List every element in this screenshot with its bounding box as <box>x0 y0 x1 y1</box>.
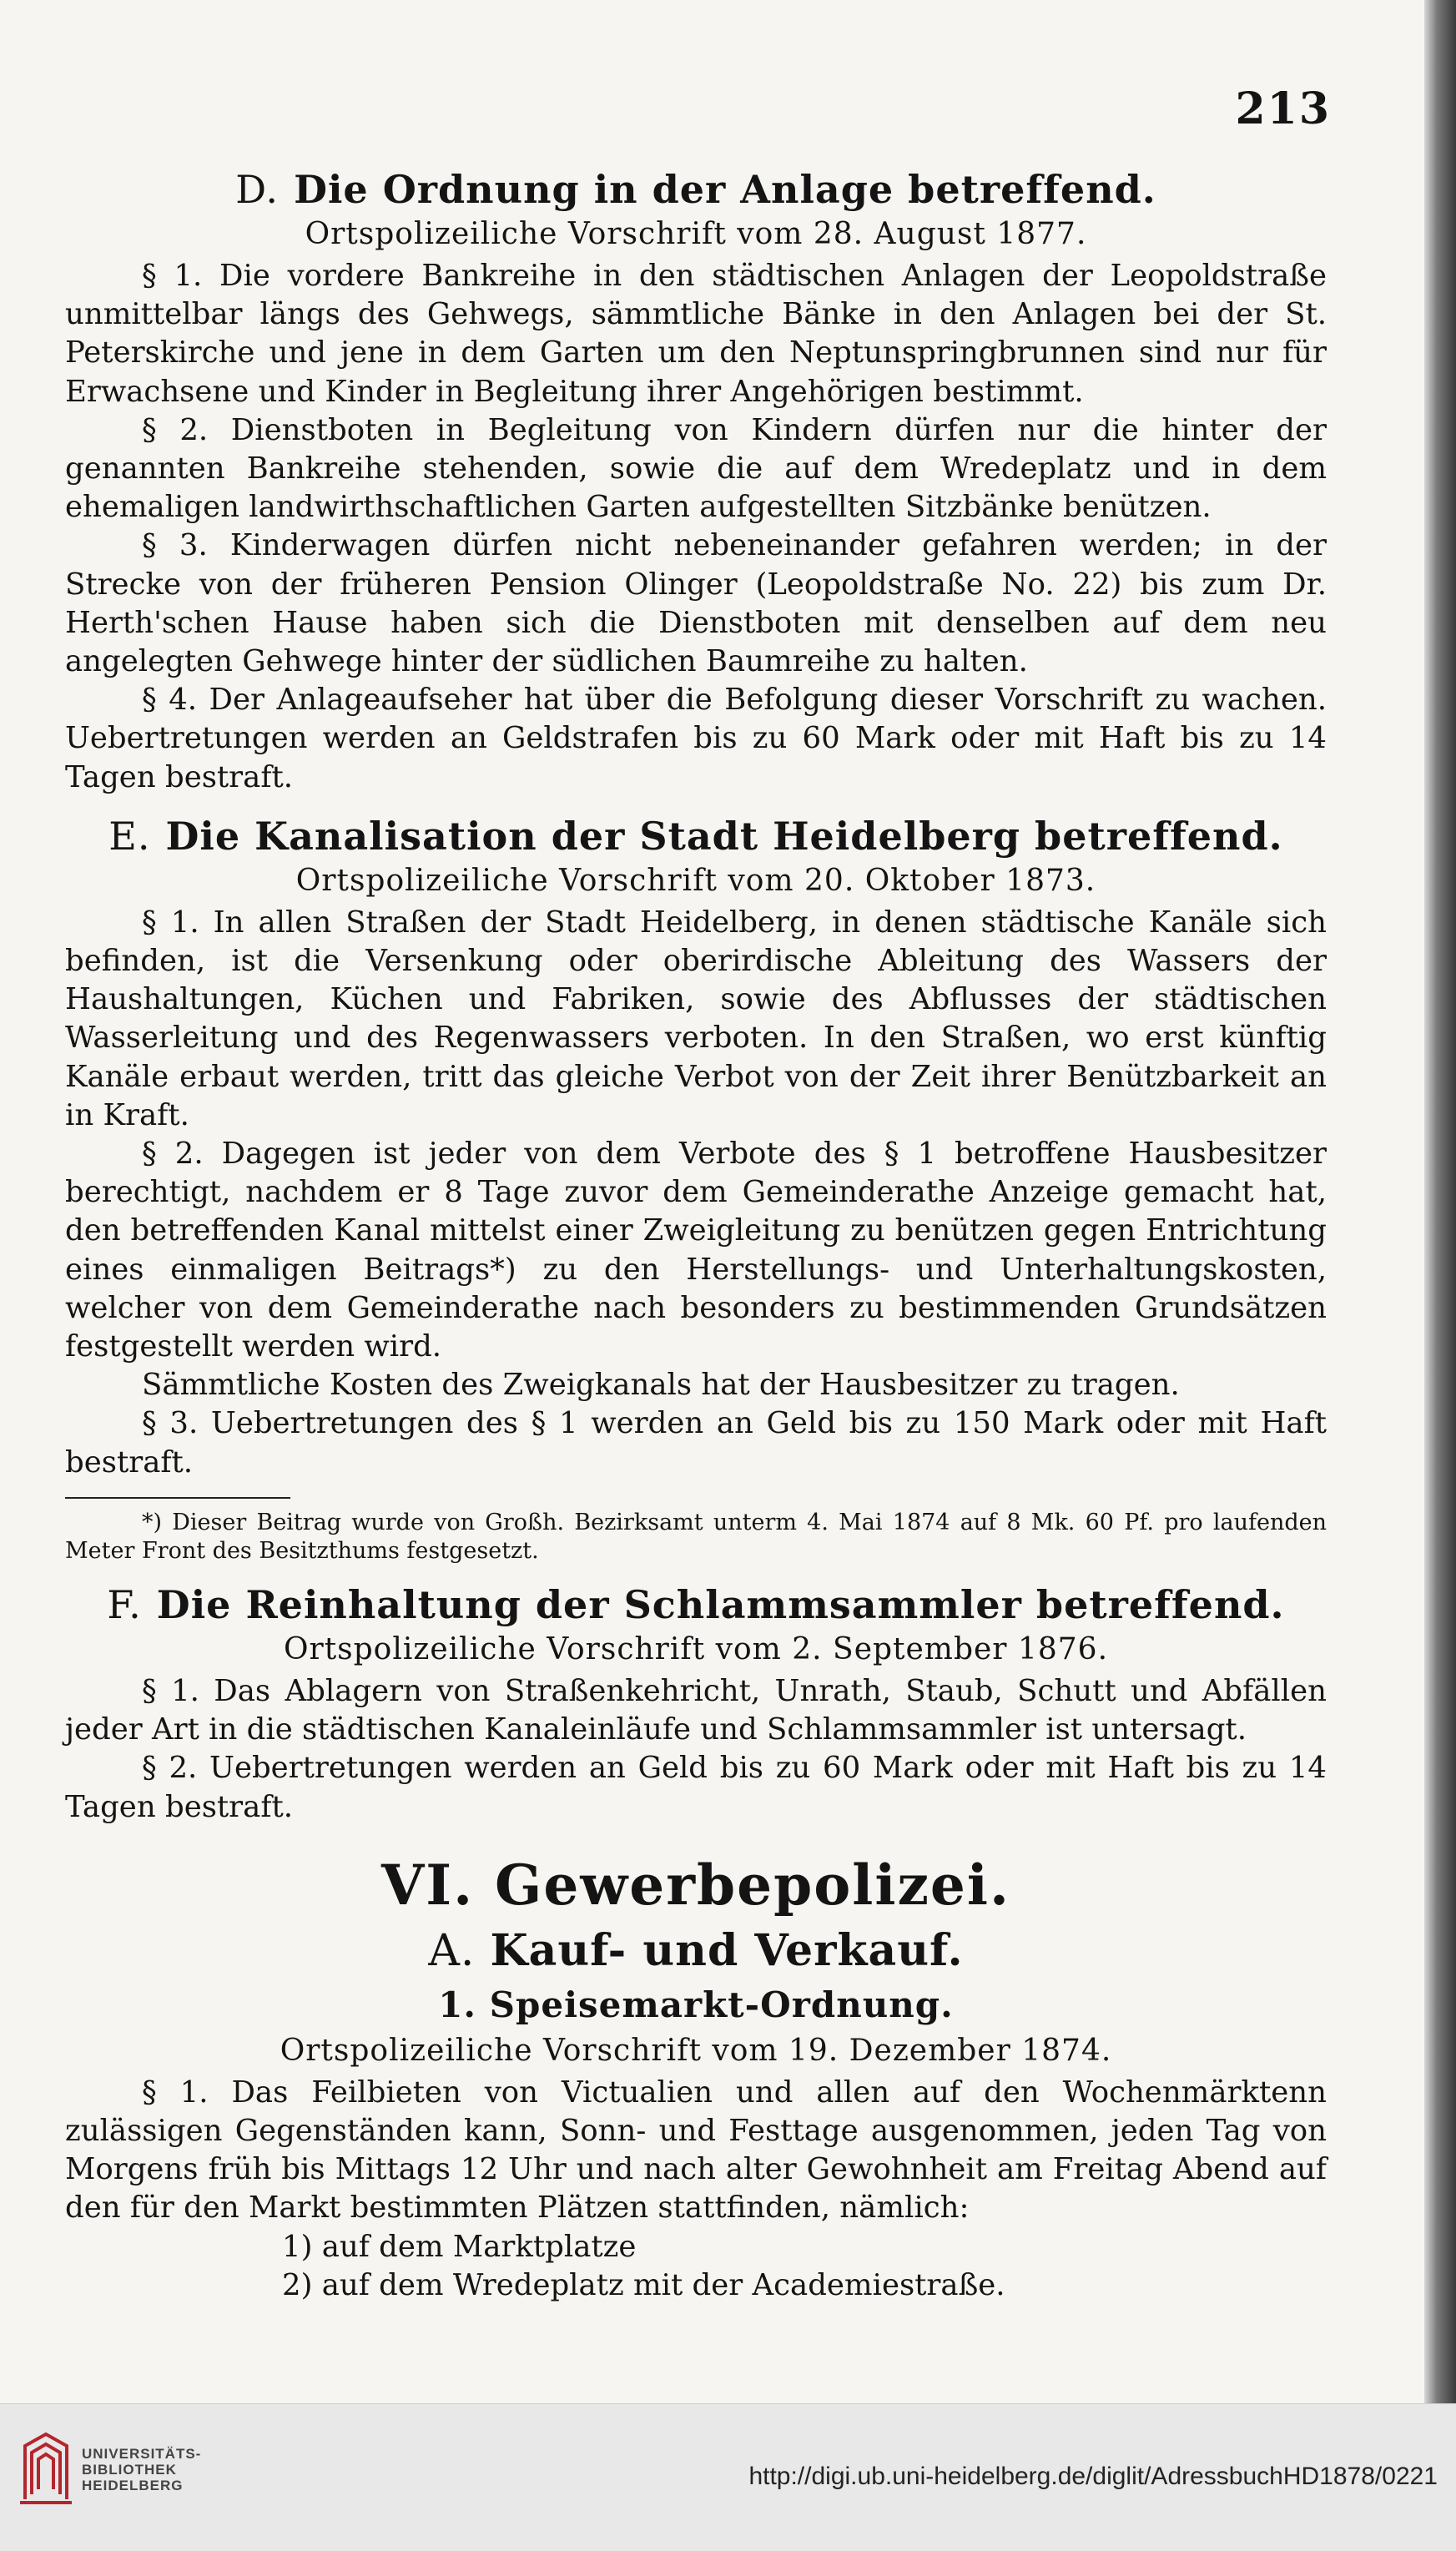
paragraph: § 3. Uebertretungen des § 1 werden an Geld bis zu 150 Mark oder mit Haft bestraft. <box>65 1406 1327 1480</box>
section-title: Die Kanalisation der Stadt Heidelberg betreffend. <box>165 813 1283 859</box>
section-letter: F. <box>107 1581 142 1627</box>
subsection-heading <box>65 1923 1327 1979</box>
section-letter: D. <box>235 167 280 212</box>
paragraph: § 2. Dagegen ist jeder von dem Verbote des § 1 betroffene Hausbesitzer berechtigt, nachdem er 8 Tage zuvor dem Gemeinderathe Anzeige gemacht hat, den betreffenden Kanal mittelst einer Zweigleitung zu benützen gegen Entrichtung eines einmaligen Beitrags*) zu den Herstellungs- und Unterhaltungskosten, welcher von dem Gemeinderathe nach besonders zu bestimmenden Grundsätzen festgestellt werden wird. <box>65 1137 1327 1364</box>
decree-line: Ortspolizeiliche Vorschrift vom 2. September 1876. <box>283 1631 1109 1666</box>
decree-line: Ortspolizeiliche Vorschrift vom 28. August 1877. <box>305 217 1087 251</box>
university-library-logo-icon <box>17 2427 75 2508</box>
paragraph: § 1. Die vordere Bankreihe in den städtischen Anlagen der Leopoldstraße unmittelbar längs des Gehwegs, sämmtliche Bänke in den Anlagen bei der St. Peterskirche und jene in dem Garten um den Neptunspringbrunnen sind nur für Erwachsene und Kinder in Begleitung ihrer Angehörigen bestimmt. <box>65 259 1327 409</box>
paragraph: § 2. Uebertretungen werden an Geld bis zu 60 Mark oder mit Haft bis zu 14 Tagen bestraft. <box>65 1751 1327 1824</box>
chapter-heading: VI. Gewerbepolizei. <box>381 1852 1010 1918</box>
paragraph: § 1. Das Ablagern von Straßenkehricht, Unrath, Staub, Schutt und Abfällen jeder Art in die städtischen Kanaleinläufe und Schlammsammler ist untersagt. <box>65 1673 1327 1747</box>
subsubsection-heading: 1. Speisemarkt-Ordnung. <box>438 1984 954 2025</box>
section-title: Die Ordnung in der Anlage betreffend. <box>294 167 1156 212</box>
paragraph: § 4. Der Anlageaufseher hat über die Befolgung dieser Vorschrift zu wachen. Uebertretungen werden an Geldstrafen bis zu 60 Mark oder mit Haft bis zu 14 Tagen bestraft. <box>65 683 1327 794</box>
subsection-title: Kauf- und Verkauf. <box>490 1924 964 1976</box>
section-title: Die Reinhaltung der Schlammsammler betreffend. <box>156 1581 1285 1627</box>
decree-line: Ortspolizeiliche Vorschrift vom 19. Dezember 1874. <box>280 2033 1112 2068</box>
library-name <box>82 2446 201 2493</box>
section-letter: A. <box>428 1925 476 1976</box>
library-name-line: HEIDELBERG <box>82 2478 184 2493</box>
footnote-divider <box>65 1497 290 1499</box>
library-name-line: BIBLIOTHEK <box>82 2462 177 2478</box>
section-heading-d <box>65 165 1327 214</box>
section-heading-f <box>65 1581 1327 1629</box>
paragraph: § 2. Dienstboten in Begleitung von Kindern dürfen nur die hinter der genannten Bankreihe stehenden, sowie die auf dem Wredeplatz und in dem ehemaligen landwirthschaftlichen Garten aufgestellten Sitzbänke benützen. <box>65 412 1327 525</box>
library-name-line: UNIVERSITÄTS- <box>82 2446 202 2462</box>
list-item: 2) auf dem Wredeplatz mit der Academiestraße. <box>282 2267 1005 2302</box>
section-letter: E. <box>108 813 151 859</box>
source-url-link[interactable]: http://digi.ub.uni-heidelberg.de/diglit/AdressbuchHD1878/0221 <box>748 2463 1438 2490</box>
paragraph: § 3. Kinderwagen dürfen nicht nebeneinander gefahren werden; in der Strecke von der früheren Pension Olinger (Leopoldstraße No. 22) bis zum Dr. Herth'schen Hause haben sich die Dienstboten mit denselben auf dem neu angelegten Gehwege hinter der südlichen Baumreihe zu halten. <box>65 528 1327 679</box>
list-item: 1) auf dem Marktplatze <box>282 2229 637 2264</box>
page-number: 213 <box>1235 83 1331 134</box>
decree-line: Ortspolizeiliche Vorschrift vom 20. Oktober 1873. <box>295 863 1096 898</box>
viewer-footer-bar <box>0 2403 1456 2551</box>
page-content <box>65 150 1327 2305</box>
footnote: *) Dieser Beitrag wurde von Großh. Bezirksamt unterm 4. Mai 1874 auf 8 Mk. 60 Pf. pro laufenden Meter Front des Besitzthums festgesetzt. <box>65 1509 1327 1564</box>
paragraph: § 1. In allen Straßen der Stadt Heidelberg, in denen städtische Kanäle sich befinden, ist die Versenkung oder oberirdische Ableitung des Wassers der Haushaltungen, Küchen und Fabriken, sowie des Abflusses der städtischen Wasserleitung und des Regenwassers verboten. In den Straßen, wo erst künftig Kanäle erbaut werden, tritt das gleiche Verbot von der Zeit ihrer Benützbarkeit an in Kraft. <box>65 905 1327 1132</box>
book-page-edge <box>1424 0 1456 2403</box>
paragraph: § 1. Das Feilbieten von Victualien und allen auf den Wochenmärktenn zulässigen Gegenständen kann, Sonn- und Festtage ausgenommen, jeden Tag von Morgens früh bis Mittags 12 Uhr und nach alter Gewohnheit am Freitag Abend auf den für den Markt bestimmten Plätzen stattfinden, nämlich: <box>65 2075 1327 2226</box>
paragraph: Sämmtliche Kosten des Zweigkanals hat der Hausbesitzer zu tragen. <box>142 1368 1180 1403</box>
section-heading-e <box>65 812 1327 860</box>
